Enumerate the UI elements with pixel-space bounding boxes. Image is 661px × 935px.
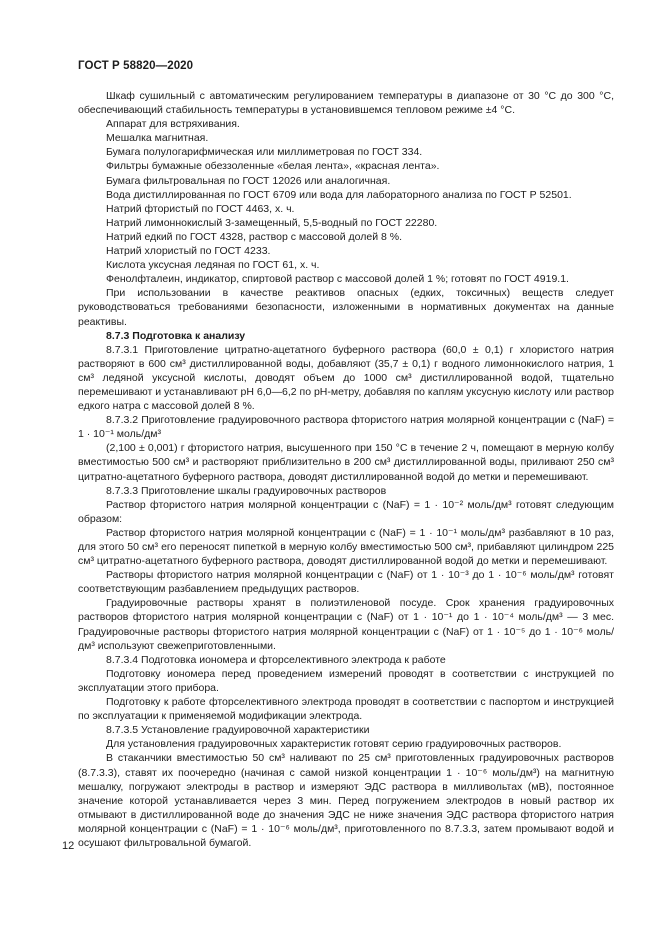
paragraph: Бумага полулогарифмическая или миллиметровая по ГОСТ 334. bbox=[106, 146, 423, 159]
paragraph: Аппарат для встряхивания. bbox=[106, 118, 240, 131]
paragraph: Натрий лимоннокислый 3-замещенный, 5,5-водный по ГОСТ 22280. bbox=[106, 216, 438, 229]
paragraph: Натрий едкий по ГОСТ 4328, раствор с массовой долей 8 %. bbox=[106, 230, 402, 243]
paragraph: Натрий фтористый по ГОСТ 4463, х. ч. bbox=[106, 202, 295, 215]
paragraph: Для установления градуировочных характеристик готовят серию градуировочных растворов. bbox=[106, 738, 562, 751]
subsection-heading: 8.7.3.5 Установление градуировочной характеристики bbox=[106, 724, 370, 737]
paragraph: Растворы фтористого натрия молярной концентрации c (NaF) от 1 · 10⁻³ до 1 · 10⁻⁶ моль/дм³ готовят соответствующим разбавлением предыдущих растворов. bbox=[78, 569, 614, 596]
paragraph: Градуировочные растворы хранят в полиэтиленовой посуде. Срок хранения градуировочных растворов фтористого натрия молярной концентрации c (NaF) от 1 · 10⁻¹ до 1 · 10⁻⁴ моль/дм³ — 3 мес. Градуировочные растворы фтористого натрия молярной концентрации c (NaF) от 1 · 10⁻⁵ до 1 · 10⁻⁶ моль/дм³ используют свежеприготовленными. bbox=[78, 597, 614, 652]
paragraph: (2,100 ± 0,001) г фтористого натрия, высушенного при 150 °C в течение 2 ч, помещают в мерную колбу вместимостью 500 см³ и растворяют приблизительно в 200 см³ дистиллированной воды, приливают 250 см³ цитратно-ацетатного буферного раствора, доводят дистиллированной водой до метки и перемешивают. bbox=[78, 442, 614, 483]
paragraph: Кислота уксусная ледяная по ГОСТ 61, х. ч. bbox=[106, 259, 320, 272]
paragraph: Подготовку к работе фторселективного электрода проводят в соответствии с паспортом и инструкцией по эксплуатации к применяемой модификации электрода. bbox=[78, 696, 614, 723]
paragraph: При использовании в качестве реактивов опасных (едких, токсичных) веществ следует руководствоваться требованиями безопасности, изложенными в нормативных документах на данные реактивы. bbox=[78, 287, 614, 328]
paragraph: Фенолфталеин, индикатор, спиртовой раствор с массовой долей 1 %; готовят по ГОСТ 4919.1. bbox=[106, 273, 569, 286]
paragraph: Мешалка магнитная. bbox=[106, 132, 209, 145]
paragraph: Подготовку иономера перед проведением измерений проводят в соответствии с инструкцией по эксплуатации этого прибора. bbox=[78, 667, 614, 694]
paragraph: 8.7.3.1 Приготовление цитратно-ацетатного буферного раствора (60,0 ± 0,1) г хлористого натрия растворяют в 600 см³ дистиллированной воды, добавляют (35,7 ± 0,1) г водного лимоннокислого натрия, 1 см³ ледяной уксусной кислоты, доводят объем до 1000 см³ дистиллированной водой, тщательно перемешивают и устанавливают pH 6,0—6,2 по pH-метру, добавляя по каплям уксусную кислоту или раствор едкого натра с массовой долей 8 %. bbox=[78, 343, 614, 413]
paragraph: Вода дистиллированная по ГОСТ 6709 или вода для лабораторного анализа по ГОСТ Р 52501. bbox=[106, 188, 572, 201]
paragraph: Шкаф сушильный с автоматическим регулированием температуры в диапазоне от 30 °C до 300 °C, обеспечивающий стабильность температуры в установившемся тепловом режиме ±4 °C. bbox=[78, 90, 614, 117]
paragraph: Натрий хлористый по ГОСТ 4233. bbox=[106, 245, 271, 258]
paragraph: Фильтры бумажные обеззоленные «белая лента», «красная лента». bbox=[106, 160, 440, 173]
paragraph: Раствор фтористого натрия молярной концентрации c (NaF) = 1 · 10⁻² моль/дм³ готовят следующим образом: bbox=[78, 498, 614, 525]
standard-header: ГОСТ Р 58820—2020 bbox=[78, 60, 194, 72]
page-number: 12 bbox=[62, 840, 75, 852]
body-text bbox=[78, 89, 614, 850]
paragraph: 8.7.3.2 Приготовление градуировочного раствора фтористого натрия молярной концентрации c (NaF) = 1 · 10⁻¹ моль/дм³ bbox=[78, 414, 614, 441]
subsection-heading: 8.7.3.4 Подготовка иономера и фторселективного электрода к работе bbox=[106, 653, 446, 666]
section-heading: 8.7.3 Подготовка к анализу bbox=[106, 329, 246, 342]
paragraph: Бумага фильтровальная по ГОСТ 12026 или аналогичная. bbox=[106, 174, 391, 187]
paragraph: В стаканчики вместимостью 50 см³ наливают по 25 см³ приготовленных градуировочных растворов (8.7.3.3), ставят их поочередно (начиная с самой низкой концентрации 1 · 10⁻⁶ моль/дм³) на магнитную мешалку, погружают электроды в раствор и измеряют ЭДС раствора в милливольтах (мВ), постоянное значение которой устанавливается через 3 мин. Перед погружением электродов в новый раствор их отмывают в дистиллированной воде до значения ЭДС не ниже значения ЭДС раствора фтористого натрия молярной концентрации c (NaF) = 1 · 10⁻⁶ моль/дм³, приготовленного по 8.7.3.3, затем промывают водой и осушают фильтровальной бумагой. bbox=[78, 752, 614, 849]
paragraph: Раствор фтористого натрия молярной концентрации c (NaF) = 1 · 10⁻¹ моль/дм³ разбавляют в 10 раз, для этого 50 см³ его переносят пипеткой в мерную колбу вместимостью 500 см³, прибавляют цилиндром 225 см³ цитратно-ацетатного буферного раствора, доводят дистиллированной водой до метки и перемешивают. bbox=[78, 526, 614, 568]
subsection-heading: 8.7.3.3 Приготовление шкалы градуировочных растворов bbox=[106, 484, 387, 497]
